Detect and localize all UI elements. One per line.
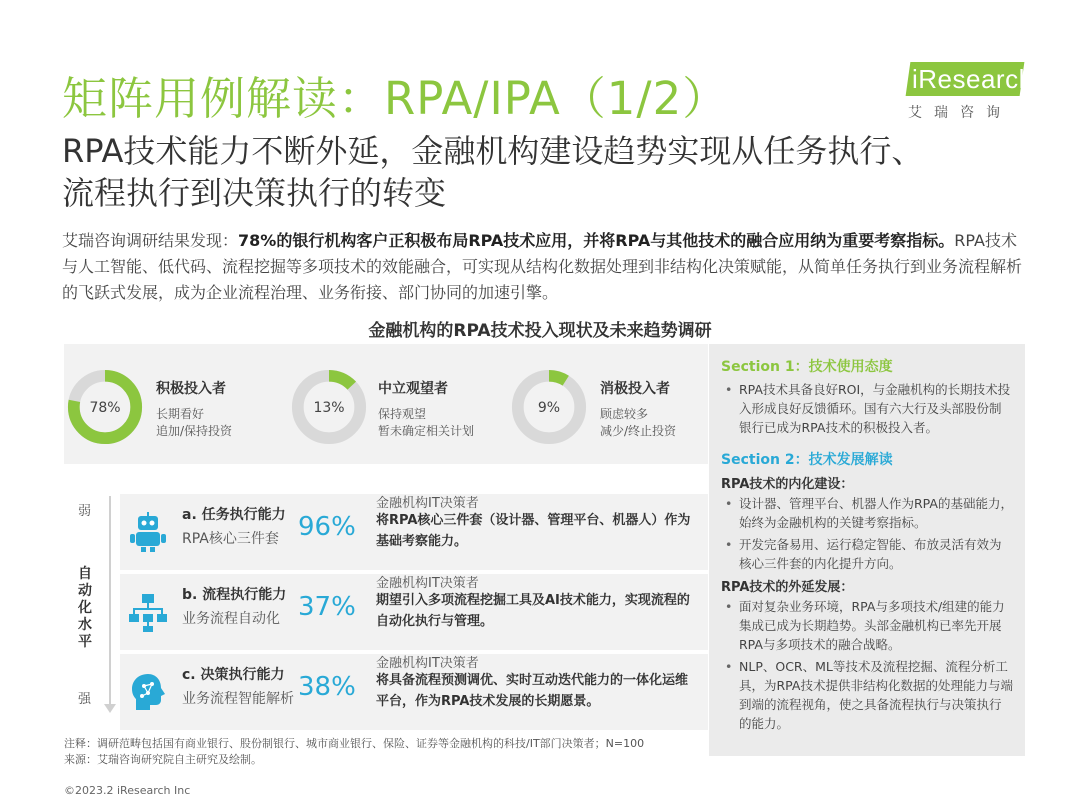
subtitle-line-2: 流程执行到决策执行的转变 [62, 174, 447, 212]
flowchart-icon [128, 592, 168, 632]
footnote-source: 来源：艾瑞咨询研究院自主研究及绘制。 [64, 753, 262, 766]
axis-strong-label: 强 [78, 692, 92, 707]
level-row-process [120, 574, 708, 650]
attitude-name: 中立观望者 [378, 381, 448, 397]
level-name: a. 任务执行能力 [182, 507, 286, 523]
bullet-item: • RPA技术具备良好ROI，与金融机构的长期技术投入形成良好反馈循环。国有六大行及头部股份制银行已成为RPA技术的积极投入者。 [721, 380, 1013, 437]
bullet-item: • 面对复杂业务环境，RPA与多项技术/组建的能力集成已成为长期趋势。头部金融机构已率先开展RPA与多项技术的融合战略。 [721, 597, 1013, 654]
subtitle-line-1: RPA技术能力不断外延，金融机构建设趋势实现从任务执行、 [62, 132, 924, 170]
intro-paragraph [62, 228, 1022, 306]
level-percent: 37% [298, 592, 356, 622]
attitude-desc [378, 406, 474, 440]
logo-text: iResearch [912, 64, 1034, 94]
intro-bold: 78%的银行机构客户正积极布局RPA技术应用，并将RPA与其他技术的融合应用纳为重要考察指标。 [238, 231, 955, 250]
ai-brain-icon [128, 672, 168, 712]
attitude-name: 积极投入者 [156, 381, 226, 397]
attitude-desc-line: 长期看好 [156, 407, 205, 421]
level-percent: 38% [298, 672, 356, 702]
level-name: c. 决策执行能力 [182, 667, 285, 683]
attitude-desc [600, 406, 676, 440]
attitude-desc-line: 暂未确定相关计划 [378, 424, 475, 438]
axis-line [109, 496, 111, 706]
footnote-note: 注释：调研范畴包括国有商业银行、股份制银行、城市商业银行、保险、证券等金融机构的科技/IT部门决策者；N=100 [64, 737, 645, 750]
footnote [64, 736, 644, 768]
figure-title: 金融机构的RPA技术投入现状及未来趋势调研 [368, 321, 712, 341]
section-1-title: Section 1：技术使用态度 [721, 359, 893, 375]
axis-weak-label: 弱 [78, 504, 92, 519]
bullet-item: • 设计器、管理平台、机器人作为RPA的基础能力，始终为金融机构的关键考察指标。 [721, 494, 1013, 532]
attitude-donut-row [64, 344, 708, 464]
axis-arrow [104, 704, 116, 713]
donut-value: 13% [313, 400, 345, 416]
page-title: 矩阵用例解读：RPA/IPA（1/2） [62, 72, 729, 125]
section-1-bullets [721, 380, 1013, 437]
section-2-title: Section 2：技术发展解读 [721, 452, 893, 468]
copyright: ©2023.2 iResearch Inc [64, 784, 191, 797]
level-description: 期望引入多项流程挖掘工具及AI技术能力，实现流程的自动化执行与管理。 [376, 593, 690, 629]
level-name: b. 流程执行能力 [182, 587, 287, 603]
level-sub: 业务流程自动化 [182, 611, 280, 627]
internal-bullets [721, 494, 1013, 573]
external-bullets [721, 597, 1013, 733]
level-row-decision [120, 654, 708, 730]
level-respondent: 金融机构IT决策者 [376, 496, 479, 511]
level-sub: 业务流程智能解析 [182, 691, 294, 707]
external-dev-title: RPA技术的外延发展： [721, 580, 854, 595]
attitude-name: 消极投入者 [600, 381, 670, 397]
attitude-desc [156, 406, 232, 440]
robot-icon [128, 512, 168, 552]
attitude-desc-line: 保持观望 [378, 407, 427, 421]
bullet-item: • NLP、OCR、ML等技术及流程挖掘、流程分析工具，为RPA技术提供非结构化数据的处理能力与端到端的流程视角，使之具备流程执行与决策执行的能力。 [721, 657, 1013, 733]
level-row-task [120, 494, 708, 570]
internal-build-title: RPA技术的内化建设： [721, 477, 854, 492]
level-percent: 96% [298, 512, 356, 542]
iresearch-logo [894, 58, 1034, 121]
level-respondent: 金融机构IT决策者 [376, 656, 479, 671]
level-description: 将RPA核心三件套（设计器、管理平台、机器人）作为基础考察能力。 [376, 513, 691, 549]
level-description: 将具备流程预测调优、实时互动迭代能力的一体化运维平台，作为RPA技术发展的长期愿景。 [376, 673, 689, 709]
donut-value: 78% [89, 400, 121, 416]
intro-rest: RPA技术与人工智能、低代码、流程挖掘等多项技术的效能融合，可实现从结构化数据处理到非结构化决策赋能，从简单任务执行到业务流程解析的飞跃式发展，成为企业流程治理、业务衔接、部门协同的加速引擎。 [62, 231, 1023, 302]
level-respondent: 金融机构IT决策者 [376, 576, 479, 591]
level-sub: RPA核心三件套 [182, 531, 279, 547]
page-subtitle [62, 130, 923, 214]
intro-lead: 艾瑞咨询调研结果发现： [62, 231, 239, 250]
axis-label: 自动化水平 [78, 566, 92, 650]
donut-value: 9% [537, 400, 561, 416]
attitude-desc-line: 减少/终止投资 [600, 424, 677, 438]
bullet-item: • 开发完备易用、运行稳定智能、布放灵活有效为核心三件套的内化提升方向。 [721, 535, 1013, 573]
logo-chinese: 艾瑞咨询 [908, 105, 1012, 121]
attitude-desc-line: 追加/保持投资 [156, 424, 233, 438]
attitude-desc-line: 顾虑较多 [600, 407, 649, 421]
interpretation-sidebar [709, 344, 1025, 756]
